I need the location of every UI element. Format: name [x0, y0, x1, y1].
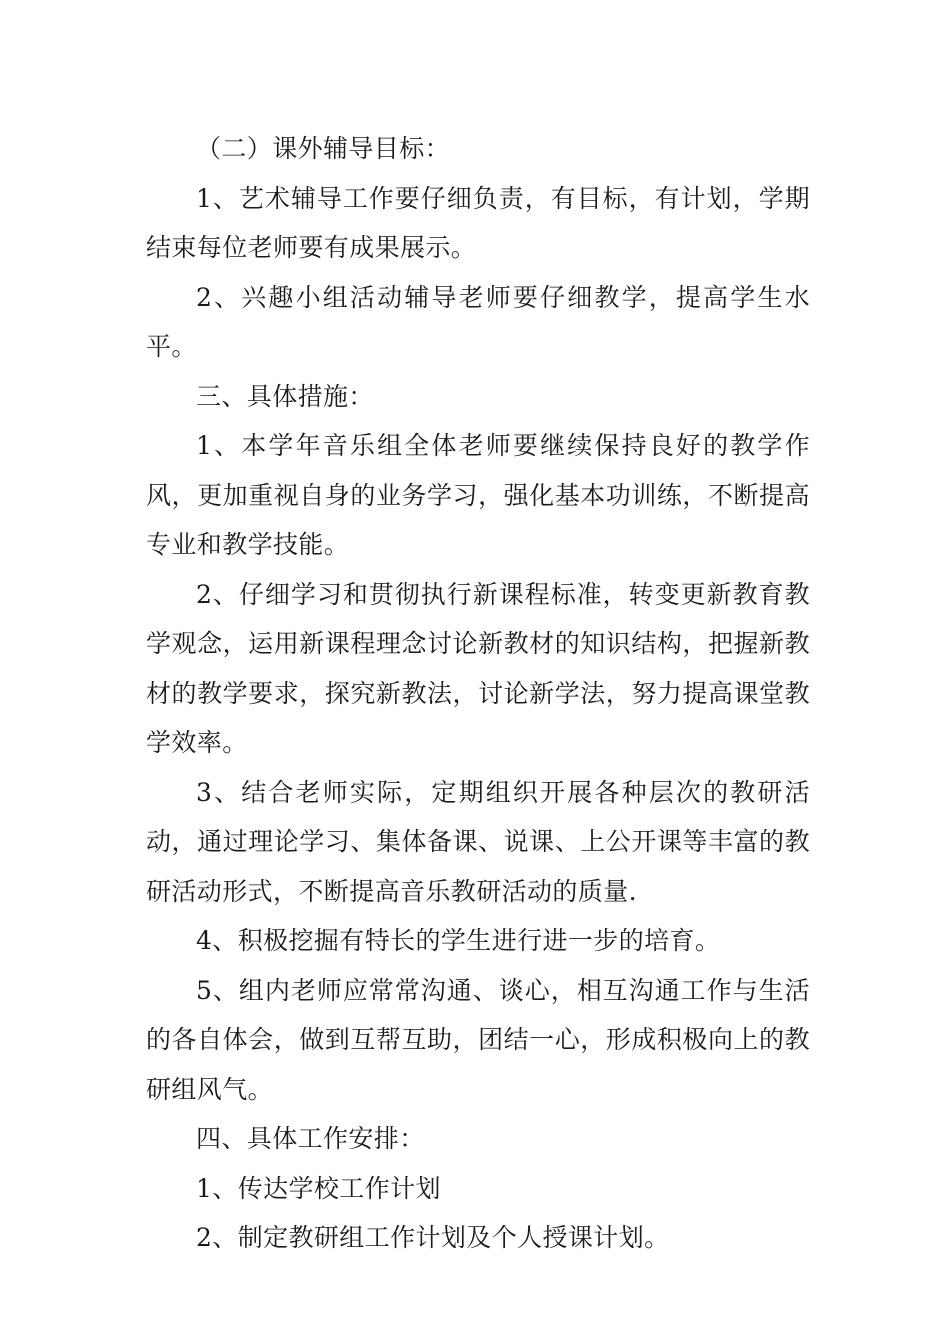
paragraph-arrangement-1: 1、传达学校工作计划 — [196, 1173, 441, 1203]
paragraph-measure-2: 2、仔细学习和贯彻执行新课程标准，转变更新教育教学观念，运用新课程理念讨论新教材的知识结构，把握新教材的教学要求，探究新教法，讨论新学法，努力提高课堂教学效率。 — [146, 579, 810, 757]
paragraph-measure-3: 3、结合老师实际，定期组织开展各种层次的教研活动，通过理论学习、集体备课、说课、上公开课等丰富的教研活动形式，不断提高音乐教研活动的质量. — [146, 777, 810, 906]
paragraph-art-tutoring: 1、艺术辅导工作要仔细负责，有目标，有计划，学期结束每位老师要有成果展示。 — [146, 183, 810, 262]
paragraph-arrangement-2: 2、制定教研组工作计划及个人授课计划。 — [196, 1223, 670, 1252]
paragraph-interest-groups: 2、兴趣小组活动辅导老师要仔细教学，提高学生水平。 — [146, 282, 810, 361]
paragraph-measure-4: 4、积极挖掘有特长的学生进行进一步的培育。 — [196, 926, 721, 955]
paragraph-measure-1: 1、本学年音乐组全体老师要继续保持良好的教学作风，更加重视自身的业务学习，强化基本功训练，不断提高专业和教学技能。 — [146, 431, 810, 559]
heading-specific-measures: 三、具体措施： — [196, 381, 374, 411]
document-body — [146, 124, 810, 1263]
heading-extracurricular-goals: （二）课外辅导目标： — [196, 134, 451, 163]
paragraph-measure-5: 5、组内老师应常常沟通、谈心，相互沟通工作与生活的各自体会，做到互帮互助，团结一心，形成积极向上的教研组风气。 — [146, 975, 810, 1104]
heading-work-arrangement: 四、具体工作安排： — [196, 1124, 425, 1153]
